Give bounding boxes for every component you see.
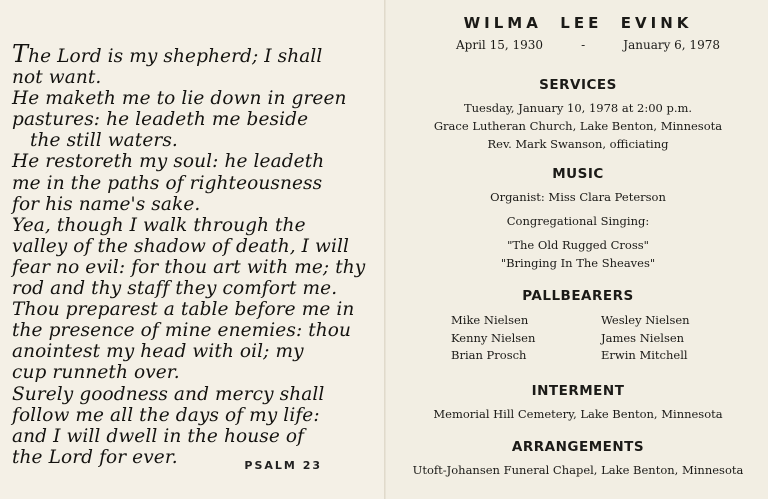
psalm-line: not want. (12, 67, 102, 89)
psalm-line: He maketh me to lie down in green (12, 88, 347, 110)
pallbearer-name: Kenny Nielsen (451, 330, 536, 345)
psalm-line: follow me all the days of my life: (12, 404, 320, 426)
psalm-line: Yea, though I walk through the (12, 214, 306, 236)
service-details-panel (384, 0, 768, 499)
psalm-line: pastures: he leadeth me beside (12, 109, 309, 131)
congregational-singing-label: Congregational Singing: (506, 214, 650, 228)
pallbearer-name: James Nielsen (601, 330, 685, 345)
psalm-line: Surely goodness and mercy shall (12, 383, 325, 405)
pallbearers-heading: PALLBEARERS (522, 288, 634, 304)
organist: Organist: Miss Clara Peterson (490, 190, 666, 204)
arrangements-place: Utoft-Johansen Funeral Chapel, Lake Benton, Minnesota (412, 462, 744, 477)
psalm-line: cup runneth over. (12, 362, 180, 384)
life-dates (398, 38, 758, 52)
birth-date: April 15, 1930 (456, 38, 544, 52)
pallbearer-name: Erwin Mitchell (601, 348, 688, 362)
arrangements-heading: ARRANGEMENTS (511, 438, 645, 455)
psalm-line: valley of the shadow of death, I will (12, 235, 350, 257)
hymn: "Bringing In The Sheaves" (500, 256, 656, 270)
music-heading: MUSIC (552, 166, 604, 182)
psalm-line: rod and thy staff they comfort me. (12, 278, 338, 300)
hymn: "The Old Rugged Cross" (507, 238, 649, 252)
psalm-line: and I will dwell in the house of (12, 425, 305, 447)
psalm-line: He restoreth my soul: he leadeth (12, 151, 325, 173)
service-officiant: Rev. Mark Swanson, officiating (487, 137, 669, 151)
psalm-line: anointest my head with oil; my (12, 341, 304, 363)
card-fold (384, 0, 386, 499)
death-date: January 6, 1978 (623, 38, 720, 52)
psalm-line: me in the paths of righteousness (12, 172, 323, 194)
date-separator: - (581, 38, 586, 52)
service-datetime: Tuesday, January 10, 1978 at 2:00 p.m. (463, 101, 693, 115)
interment-heading: INTERMENT (531, 382, 625, 399)
pallbearer-name: Mike Nielsen (451, 313, 529, 327)
deceased-name: WILMA LEE EVINK (463, 14, 693, 32)
psalm-line: for his name's sake. (12, 193, 201, 215)
pallbearer-name: Brian Prosch (451, 348, 527, 362)
services-heading: SERVICES (539, 77, 617, 93)
service-place: Grace Lutheran Church, Lake Benton, Minnesota (433, 119, 723, 133)
interment-place: Memorial Hill Cemetery, Lake Benton, Minnesota (433, 406, 723, 421)
pallbearer-name: Wesley Nielsen (601, 313, 690, 327)
psalm-line: Thou preparest a table before me in (12, 299, 355, 321)
pallbearers-list (398, 312, 758, 365)
psalm-line: fear no evil: for thou art with me; thy (12, 256, 366, 278)
psalm-citation: PSALM 23 (244, 459, 322, 472)
psalm-line: the Lord for ever. (12, 446, 178, 468)
psalm-line: The Lord is my shepherd; I shall (12, 40, 323, 68)
psalm-line: the presence of mine enemies: thou (12, 320, 352, 342)
psalm-line: the still waters. (30, 130, 178, 152)
